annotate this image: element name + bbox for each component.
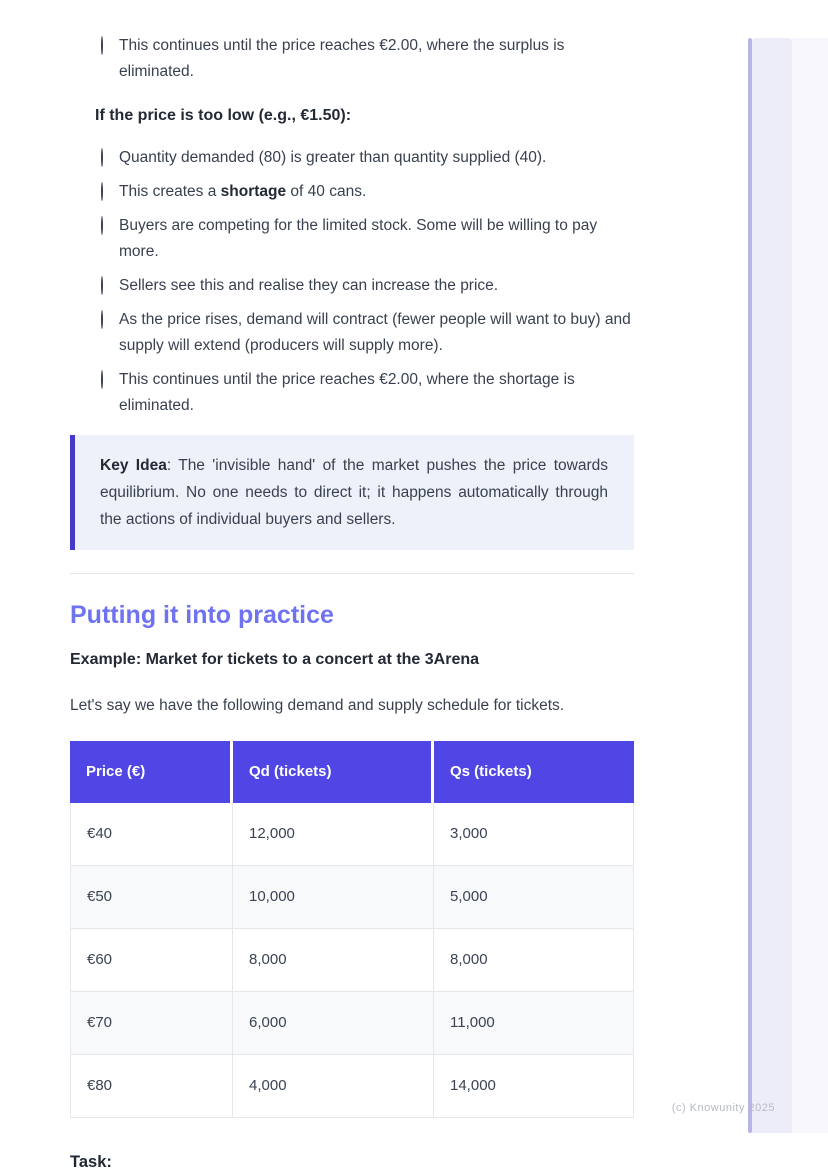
list-item-text-segment: This creates a [119, 183, 221, 200]
supply-demand-table [70, 741, 634, 1118]
key-idea-callout [70, 435, 634, 550]
table-header-price: Price (€) [70, 741, 233, 803]
list-item [70, 145, 634, 171]
disc-bullet-icon [76, 103, 95, 129]
list-item [70, 307, 634, 359]
table-row [70, 1055, 634, 1118]
page-edge-haze [792, 38, 828, 1133]
table-row [70, 803, 634, 866]
circle-bullet-icon [101, 33, 119, 85]
table-header-qs: Qs (tickets) [434, 741, 634, 803]
list-item-text: As the price rises, demand will contract (fewer people will want to buy) and supply will extend (producers will supply more). [119, 311, 631, 354]
table-row [70, 992, 634, 1055]
list-item [70, 103, 634, 129]
table-cell: €80 [70, 1055, 233, 1118]
list-item [70, 367, 634, 419]
table-cell: €60 [70, 929, 233, 992]
list-item [70, 33, 634, 85]
circle-bullet-icon [101, 145, 119, 171]
circle-bullet-icon [101, 213, 119, 265]
list-item-text: Buyers are competing for the limited stock. Some will be willing to pay more. [119, 217, 598, 260]
circle-bullet-icon [101, 307, 119, 359]
table-cell: €70 [70, 992, 233, 1055]
list-item-text: If the price is too low (e.g., €1.50): [95, 107, 352, 124]
list-item-text [119, 179, 634, 205]
list-item [70, 179, 634, 205]
callout-bold-label: Key Idea [100, 457, 167, 474]
example-heading: Example: Market for tickets to a concert at the 3Arena [70, 651, 480, 668]
section-heading: Putting it into practice [70, 601, 334, 629]
list-item-bold-segment: shortage [220, 183, 287, 200]
table-row [70, 929, 634, 992]
list-item-text-segment: of 40 cans. [286, 183, 367, 200]
table-cell: 12,000 [233, 803, 434, 866]
table-cell: 8,000 [233, 929, 434, 992]
table-row [70, 866, 634, 929]
list-item-text: Quantity demanded (80) is greater than quantity supplied (40). [119, 149, 547, 166]
document-body [70, 0, 634, 1175]
watermark: (c) Knowunity 2025 [671, 1102, 775, 1114]
list-item-text: Sellers see this and realise they can increase the price. [119, 277, 499, 294]
table-header-qd: Qd (tickets) [233, 741, 434, 803]
table-cell: €40 [70, 803, 233, 866]
table-cell: 3,000 [434, 803, 634, 866]
section-divider [70, 573, 634, 574]
table-header-row [70, 741, 634, 803]
table-cell: 4,000 [233, 1055, 434, 1118]
circle-bullet-icon [101, 179, 119, 205]
table-cell: 8,000 [434, 929, 634, 992]
table-cell: 5,000 [434, 866, 634, 929]
list-item-text: This continues until the price reaches €2.00, where the shortage is eliminated. [119, 371, 575, 414]
list-item-text: This continues until the price reaches €2.00, where the surplus is eliminated. [119, 37, 565, 80]
callout-text: : The 'invisible hand' of the market pushes the price towards equilibrium. No one needs to direct it; it happens automatically through the actions of individual buyers and sellers. [100, 457, 609, 528]
scrollbar-thumb[interactable] [748, 38, 752, 1133]
table-cell: 10,000 [233, 866, 434, 929]
list-item [70, 273, 634, 299]
circle-bullet-icon [101, 367, 119, 419]
intro-paragraph: Let's say we have the following demand and supply schedule for tickets. [70, 697, 565, 714]
table-cell: 14,000 [434, 1055, 634, 1118]
table-cell: 11,000 [434, 992, 634, 1055]
table-cell: 6,000 [233, 992, 434, 1055]
table-cell: €50 [70, 866, 233, 929]
scrollbar-track[interactable] [752, 38, 792, 1133]
task-label: Task: [70, 1153, 112, 1171]
circle-bullet-icon [101, 273, 119, 299]
list-item [70, 213, 634, 265]
